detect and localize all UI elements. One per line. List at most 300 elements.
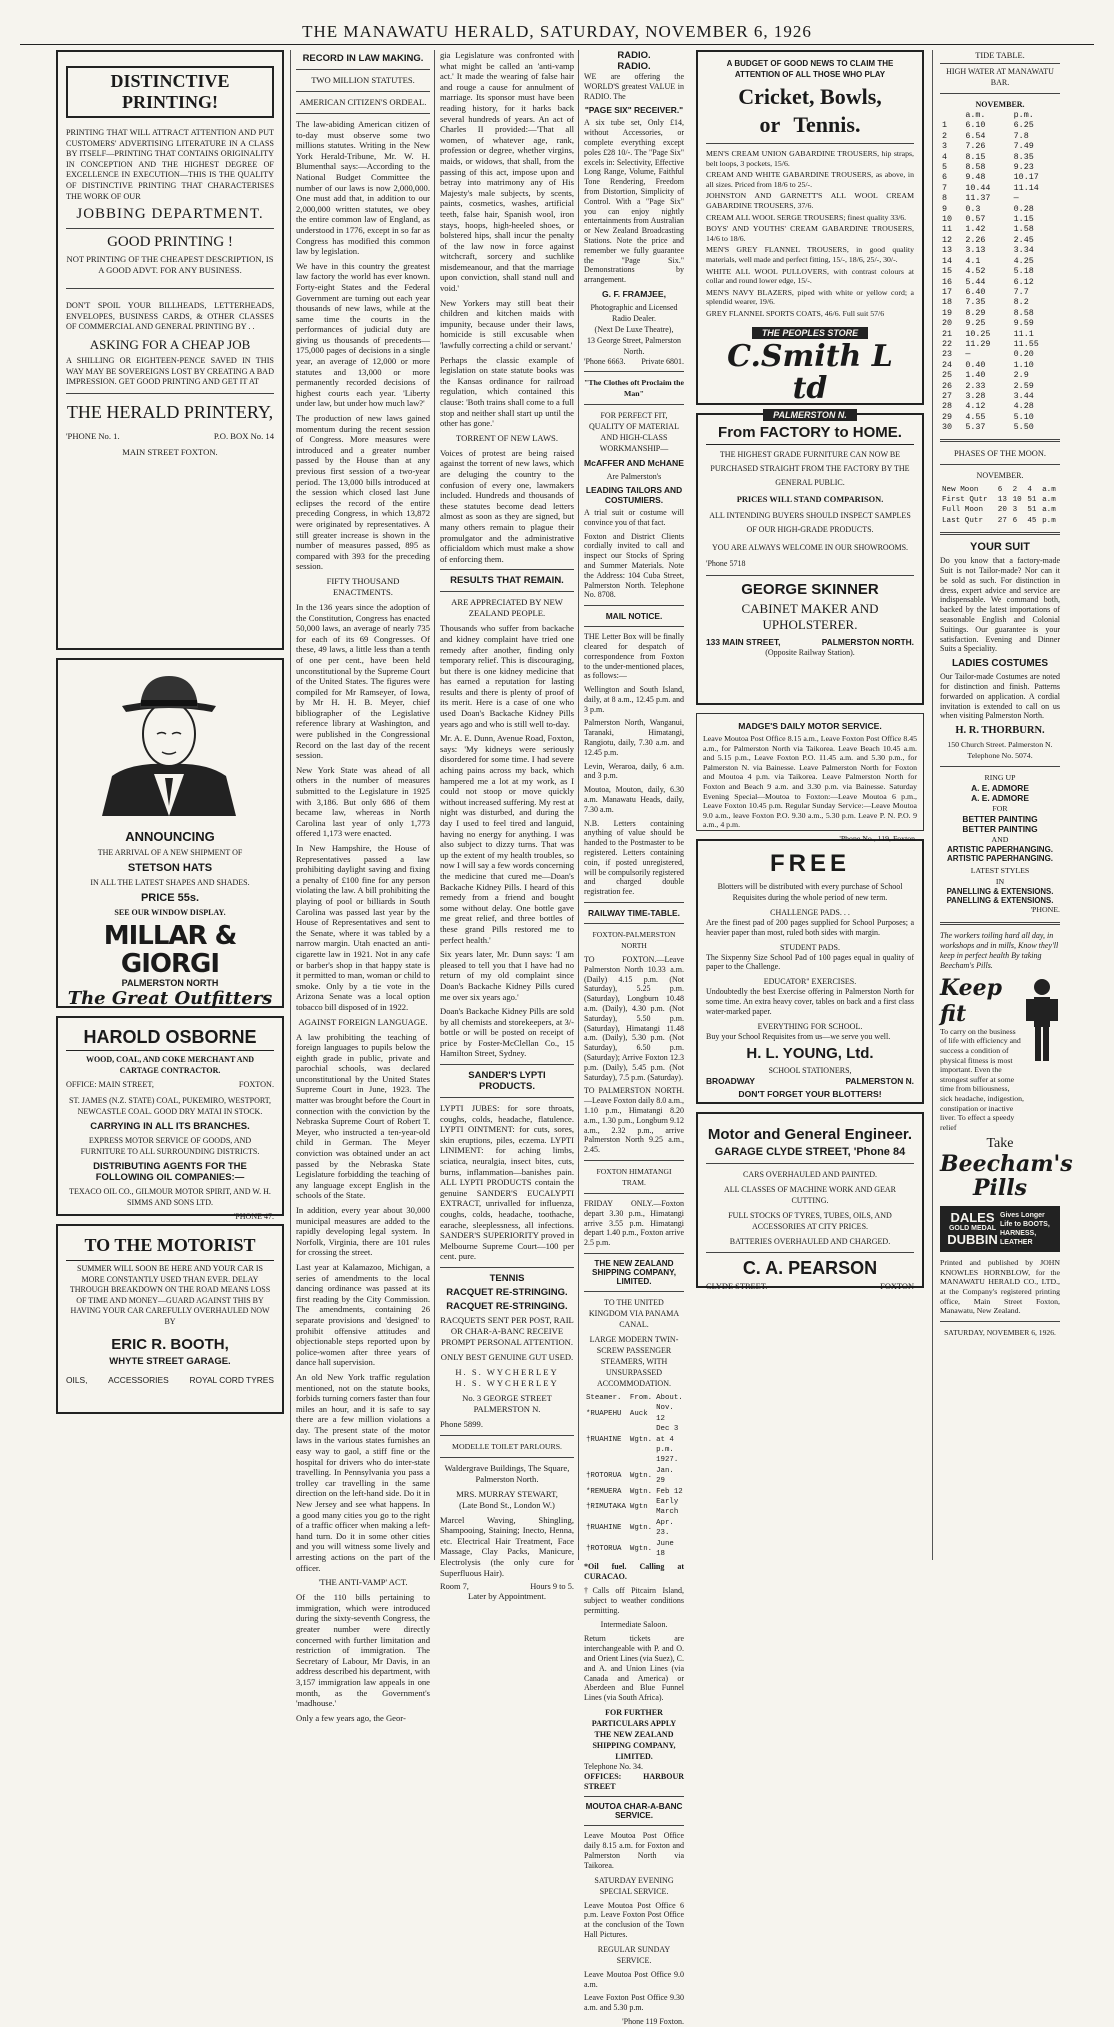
tide-cell: 24 [942,359,953,370]
shipping-steamers: LARGE MODERN TWIN-SCREW PASSENGER STEAMERS, WITH UNSURPASSED ACCOMMODATION. [589,1334,679,1388]
tide-cell: 4.1 [965,255,981,266]
moutoa-text: Leave Foxton Post Office 9.30 a.m. and 5.30 p.m. [584,1993,684,2013]
tide-subheading: HIGH WATER AT MANAWATU BAR. [946,67,1054,87]
budget-text: A BUDGET OF GOOD NEWS TO CLAIM THE ATTENTION OF ALL THOSE WHO PLAY [726,59,894,79]
tide-row [940,422,1060,432]
free-text: Undoubtedly the best Exercise offering in Palmerston North for some time. An extra heavy cover, tables on back and a first class water-marked paper. [706,987,914,1016]
mail-text: THE Letter Box will be finally cleared for despatch of correspondence from Foxton to the under-mentioned places, as follows:— [584,632,684,681]
modelle-address: Waldergrave Buildings, The Square, Palmerston North. [444,1462,570,1484]
oil-companies: TEXACO OIL CO., GILMOUR MOTOR SPIRIT, AND W. H. SIMMS AND SONS LTD. [69,1187,271,1207]
free-text: Blotters will be distributed with every purchase of School Requisites during the whole period of new term. [717,882,903,902]
moon-table [940,485,1060,527]
price: PRICE 55s. [140,892,200,904]
article-subheading: AGAINST FOREIGN LANGUAGE. [298,1016,428,1027]
your-suit: YOUR SUIT [970,541,1030,554]
page-six-receiver: "PAGE SIX" RECEIVER." [584,105,684,116]
tide-cell: 20 [942,318,953,329]
whyte-street: WHYTE STREET GARAGE. [109,1355,231,1367]
ship-cell: 1927. [656,1456,679,1465]
suit-text: Do you know that a factory-made Suit is not Tailor-made? Nor can it be sold as such. For distinction in dress, expert advice and service are indispensable. We command both, backed by the latest importations of seasonable English and Colonial Suitings. Our guarantee is your satisfaction. Evening and Dinner Suits a Speciality. [940,556,1060,654]
c-smith-logo: C.Smith L td [727,338,893,406]
tide-cell: 10.44 [965,182,991,193]
garage: GARAGE CLYDE STREET, 'Phone 84 [714,1146,906,1158]
tide-cell: 9.23 [1013,162,1034,173]
moon-cell: 20 [997,506,1007,515]
modelle-note: (Late Bond St., London W.) [459,1499,555,1510]
tide-cell: 11.1 [1013,328,1034,339]
tide-cell: 6.10 [965,120,986,131]
modelle-owner: MRS. MURRAY STEWART, [456,1488,558,1499]
tide-cell: 10.17 [1013,172,1039,183]
article-paragraph: gia Legislature was confronted with what might be called an 'anti-vamp act.' It made the wearing of false hair and rouge a cause for annulment of marriage. Its sponsor must have been reading history, for it harks back several hundreds of years. An act of Charles II provided:—'That all women, of whatever age, rank, profession or degree, whether virgins, maids, or widows, that shall, from the passing of this act, impose upon and betray into matrimony any of His Majesty's male subjects, by scents, paints, cosmetics, washes, artificial teeth, false hair, Spanish wool, iron stays, hoops, high-heeled shoes, or bolstered hips, shall incur the penalty of the law now in force against witchcraft, sorcery and suchlike misdemeanour, and that the marriage upon conviction, shall stand null and void.' [440,50,574,294]
hl-young: H. L. YOUNG, Ltd. [746,1045,874,1063]
dales: DALES [950,1210,995,1226]
ship-cell: *REMUERA [586,1487,622,1496]
free-text: EDUCATOR" EXERCISES. [763,977,857,987]
tide-cell: 14 [942,255,953,266]
moon-heading: PHASES OF THE MOON. [954,448,1046,458]
wycherley: H. S. WYCHERLEY [455,1366,559,1377]
ship-cell: *RUAPEHU [586,1409,622,1418]
ship-row [584,1539,685,1560]
tide-cell: 30 [942,422,953,433]
tide-row [940,214,1060,224]
modelle-hours: Hours 9 to 5. [530,1582,574,1592]
tide-cell: 1 [942,120,948,131]
stetson-hats: STETSON HATS [127,862,213,874]
modelle-later: Later by Appointment. [467,1591,547,1602]
tide-row [940,245,1060,255]
framjee-desc: Photographic and Licensed Radio Dealer. [590,302,678,323]
radio-heading: RADIO. [617,50,651,61]
railway-sub: FOXTON-PALMERSTON NORTH [592,930,676,951]
tide-cell: 0.20 [1013,349,1034,360]
skinner-town: PALMERSTON NORTH. [821,636,914,647]
ship-column-header: About. [656,1393,683,1402]
jobbing-department: JOBBING DEPARTMENT. [76,206,264,223]
ship-cell: Wgtn. [629,1472,653,1480]
tide-row [940,141,1060,151]
tide-month: NOVEMBER. [975,100,1025,109]
tide-cell: 5.37 [965,422,986,433]
framjee-addr: (Next De Luxe Theatre), [594,324,674,334]
tide-cell: 6.40 [965,286,986,297]
madge-motor-ad [696,713,924,843]
tide-cell: 7 [942,182,948,193]
ad-title: DISTINCTIVE PRINTING! [66,66,274,118]
article-subheading: TWO MILLION STATUTES. [311,75,415,85]
ship-row [584,1518,685,1539]
factory-text: PRICES WILL STAND COMPARISON. [736,495,884,504]
article-paragraph: Voices of protest are being raised against the torrent of new laws, which are deluging the country to the confusion of every one, lawmakers included. Hundreds and thousands of these statutes become dead letters almost as soon as they are signed, but many others remain to plague their promulgator and the administrative officialdom which must make a show of enforcing them. [440,447,574,564]
racquet-body: RACQUETS SENT PER POST, RAIL OR CHAR-A-BANC RECEIVE PROMPT PERSONAL ATTENTION. [440,1314,574,1347]
shapes-text: IN ALL THE LATEST SHAPES AND SHADES. [90,878,250,887]
admore: A. E. ADMORE [971,783,1029,794]
free-heading: FREE [769,850,850,877]
article-paragraph: The production of new laws gained momentum during the recent session of Congress. More measures were introduced and a greater number passed by the House than at any previous first session of a two-year period. The 13,000 bills introduced at the session which closed last June eclipses the record of the entire preceding Congress, in which 13,872 were originated by representatives. A still greater increase is shown in the number of measures passed, 895 as compared with 393 for the preceding session. [296,413,430,572]
moutoa-heading: MOUTOA CHAR-A-BANC SERVICE. [585,1802,683,1821]
trouser-item: MEN'S CREAM UNION GABARDINE TROUSERS, hip straps, belt loops, 3 pockets, 15/6. [706,149,914,168]
logo-location: PALMERSTON NORTH [121,978,219,988]
leading-tailors: LEADING TAILORS AND COSTUMIERS. [585,484,683,505]
tide-cell: 28 [942,401,953,412]
tide-row [940,381,1060,391]
tide-cell: 3 [942,141,948,152]
tide-cell: 8.58 [965,162,986,173]
moon-row [940,495,1060,505]
announcing: ANNOUNCING [125,829,215,844]
shilling-body: A SHILLING OR EIGHTEEN-PENCE SAVED IN THIS WAY MAY BE SOVEREIGNS LOST BY CREATING A BAD IMPRESSION. GET GOOD PRINTING AND GET IT AT [66,355,274,387]
moon-cell: 27 [997,516,1007,525]
moon-cell: 6 [997,485,1003,494]
dales-dubbin-ad [940,1206,1060,1252]
tide-row [940,308,1060,318]
ship-cell: †RUAHINE [586,1524,622,1533]
herald-printery: THE HERALD PRINTERY, [66,401,274,422]
good-printing-heading: GOOD PRINTING ! [107,234,233,251]
trouser-list [706,149,914,319]
article-paragraph: We have in this country the greatest law factory the world has ever known. Forty-eight States and the Federal Government are turning out each year thousands of new laws, while at the same time the courts in the performances of judicial duty are giving us thousands of precedents—175,000 pages of decisions in a single year, an average of 12,000 or more statutes and 13,000 or more permanently recorded decisions of highest courts each year. 'Liberty under law, but under how much law?' [296,260,430,409]
gold-medal: GOLD MEDAL [948,1225,997,1233]
free-text: STUDENT PADS. [779,942,840,952]
tide-cell: 3.28 [965,390,986,401]
ship-cell: Wgtn. [629,1435,653,1444]
article-paragraph: In addition, every year about 30,000 municipal measures are added to the rapidly developing legal system. In Norfolk, Virginia, there are 101 rules for crossing the street. [296,1205,430,1258]
accessories: ACCESSORIES [108,1374,169,1385]
ladies-costumes: LADIES COSTUMES [951,658,1049,670]
tide-cell: 23 [942,349,953,360]
imprint: Printed and published by JOHN KNOWLES HORNBLOW, for the MANAWATU HERALD CO., LTD., at the Company's registered printing office, Main Street Foxton, Manawatu, New Zealand. [940,1258,1060,1316]
admore-phone: 'PHONE. [1030,905,1060,915]
tide-row [940,370,1060,380]
engineer-ad [696,1112,924,1291]
moon-cell: a.m [1042,496,1056,504]
tide-row [940,360,1060,370]
coals: ST. JAMES (N.Z. STATE) COAL, PUKEMIRO, WESTPORT, NEWCASTLE COAL. GOOD DRY MATAI IN STOCK. [69,1096,271,1116]
results-heading: RESULTS THAT REMAIN. [450,575,564,587]
ship-cell: †ROTORUA [586,1544,622,1553]
article-paragraph: New York State was ahead of all others in the number of measures submitted to the Legislature in 1925 with 3,186. But only 686 of them became law, whereas in North Carolina last year of only 1,773 offered 1,173 were enacted. [296,764,430,839]
moon-month: NOVEMBER. [976,470,1024,480]
tide-cell: 29 [942,411,953,422]
trouser-item: WHITE ALL WOOL PULLOVERS, with contrast colours at collar and round lower edge, 15/-. [706,266,914,286]
moon-cell: Full Moon [942,506,984,515]
sanders-heading: SANDER'S LYPTI PRODUCTS. [468,1070,546,1093]
moon-cell: a.m [1042,506,1056,515]
trouser-item: CREAM ALL WOOL SERGE TROUSERS; finest quality 33/6. [706,212,907,222]
tram-heading: FOXTON HIMATANGI TRAM. [596,1166,672,1187]
tide-cell: 9.48 [965,172,986,183]
tide-cell: 5.50 [1013,422,1034,433]
ship-cell: Wgtn [629,1503,648,1512]
hl-young-town: PALMERSTON N. [845,1076,914,1087]
column-rule [434,50,435,1560]
ship-cell [628,1455,654,1465]
shipping-table [584,1393,685,1560]
tide-cell: 7.49 [1013,141,1034,152]
mail-text: Moutoa, Mouton, daily, 6.30 a.m. Manawatu Heads, daily, 7.30 a.m. [584,785,684,814]
moutoa-text: Leave Moutoa Post Office daily 8.15 a.m. for Foxton and Palmerston North via Taikorea. [584,1831,684,1870]
tide-cell: 0.57 [965,214,986,225]
to-the-motorist: TO THE MOTORIST [66,1235,274,1261]
tide-cell: 4.25 [1013,255,1034,266]
admore: A. E. ADMORE [971,793,1029,804]
ship-note: THE NEW ZEALAND SHIPPING COMPANY, LIMITED. [592,1730,676,1762]
cheap-job: ASKING FOR A CHEAP JOB [89,336,251,352]
tide-cell: 4.52 [965,266,986,277]
moon-cell: 45 [1027,516,1037,525]
moon-cell: 2 [1012,485,1018,494]
harold-osborne: HAROLD OSBORNE [66,1027,274,1051]
tide-cell: 8 [942,193,948,204]
tennis-heading: TENNIS [489,1272,525,1284]
shipping-route: TO THE UNITED KINGDOM VIA PANAMA CANAL. [588,1297,680,1329]
tide-cell: 15 [942,266,953,277]
moon-row [940,516,1060,526]
tide-cell: 7.35 [965,297,986,308]
moon-cell: p.m [1042,516,1056,525]
railway-heading: RAILWAY TIME-TABLE. [588,908,680,919]
trouser-item: JOHNSTON AND GARNETT'S ALL WOOL CREAM GABARDINE TROUSERS, 37/6. [706,191,914,210]
tide-cell: 8.15 [965,151,986,162]
mail-text: Wellington and South Island, daily, at 8 a.m., 12.45 p.m. and 3 p.m. [584,685,684,714]
radio-intro: WE are offering the WORLD'S greatest VALUE in RADIO. The [584,72,684,101]
mcaffer-sub: Are Palmerston's [606,471,662,481]
logo-tagline: The Great Outfitters [67,988,273,1009]
ca-pearson: C. A. PEARSON [742,1258,878,1278]
tide-row [940,183,1060,193]
modelle-services: Marcel Waving, Shingling, Shampooing, Staining; Inecto, Henna, etc. Electrical Hair Treatment, Face Massage, Clay Packs, Manicure, Electrolysis (the only cure for Superfluous Hair). [440,1514,574,1578]
thorburn-address: 150 Church Street. Palmerston N. Telephone No. 5074. [947,740,1053,761]
po-box: P.O. BOX No. 14 [213,430,274,441]
tide-row [940,401,1060,411]
moon-cell: Last Qutr [942,516,984,525]
ship-row [584,1403,685,1424]
ship-cell: Early March [656,1498,679,1517]
column-rule [578,50,579,1560]
engineer-text: FULL STOCKS OF TYRES, TUBES, OILS, AND ACCESSORIES AT CITY PRICES. [728,1211,892,1231]
ship-offices: OFFICES: HARBOUR STREET [584,1771,684,1791]
beechams-verse: The workers toiling hard all day, in workshops and in mills, Know they'll keep in perfect health By taking Beecham's Pills. [940,930,1059,970]
mail-text: Palmerston North, Wanganui, Taranaki, Himatangi, Rangiotu, daily, 7.30 a.m. and 12.45 p.m. [584,718,684,757]
cricket-bowls: Cricket, Bowls, [738,84,882,109]
tide-cell: 5 [942,162,948,173]
moutoa-phone: 'Phone 119 Foxton. [622,2016,684,2026]
engineer-text: CARS OVERHAULED AND PAINTED. [743,1170,877,1179]
results-paragraph: Doan's Backache Kidney Pills are sold by all chemists and storekeepers, at 3/- bottle or will be posted on receipt of price by Foster-McClellan Co., 15 Hamilton Street, Sydney. [440,1006,574,1059]
tide-cell: 4.55 [965,411,986,422]
results-paragraph: Thousands who suffer from backache and kidney complaint have tried one remedy after another, finding only temporary relief. This is discouraging, but there is one kidney medicine that has earned a reputation for lasting results and there is plenty of proof of its merit. Here is a case of one who used Doan's Backache Kidney Pills years ago and who is still well to-day. [440,623,574,729]
imprint-date: SATURDAY, NOVEMBER 6, 1926. [944,1327,1056,1337]
in-text: IN [995,877,1005,887]
tide-cell: 16 [942,276,953,287]
ship-cell: Feb 12 [656,1487,683,1496]
millar-giorgi-logo: MILLAR & GIORGI [103,921,237,979]
free-text: CHALLENGE PADS. . . [770,908,850,917]
framjee-private: Private 6801. [641,356,684,366]
ship-row [584,1487,685,1497]
free-text: The Sixpenny Size School Pad of 100 pages equal in quality of paper to the Challenge. [706,952,914,972]
oils: OILS, [66,1374,88,1385]
panelling: PANELLING & EXTENSIONS. [946,896,1054,906]
article-paragraph: Perhaps the classic example of legislation on state statute books was the Kansas ordinance for railroad regulation, which contained this clause: 'Both trains shall come to a full stop and neither shall start up until the other has gone.' [440,354,574,429]
tide-row [940,131,1060,141]
good-printing-body: NOT PRINTING OF THE CHEAPEST DESCRIPTION, IS A GOOD ADVT. FOR ANY BUSINESS. [66,254,274,276]
factory-text: YOU ARE ALWAYS WELCOME IN OUR SHOWROOMS. [711,543,909,552]
royal-cord: ROYAL CORD TYRES [189,1374,274,1385]
for-text: FOR [992,804,1008,814]
moon-cell: 3 [1012,506,1018,515]
latest-styles: LATEST STYLES [970,866,1030,876]
stetson-hats-ad [56,658,284,1008]
tide-cell: 7.8 [1013,130,1029,141]
radio-body: A six tube set, Only £14, without Accessories, or complete everything except poles £28 10/-. The "Page Six" excels in: Selectivity, Effective Long Range, Volume, Faithful Tone Rendering, Freedom from Distortion, Simplicity of Control. With a "Page Six" you can enjoy nightly entertainments from Australian or New Zealand Broadcasting Stations. Note the price and remember we fully guarantee the "Page Six." Demonstrations by arrangement. [584,118,684,285]
ring-up: RING UP [984,773,1016,783]
ship-note: FOR FURTHER PARTICULARS APPLY [591,1708,677,1729]
pearson-town: FOXTON [880,1282,914,1291]
article-paragraph: New Yorkers may still beat their children and kitchen maids with impunity, because under their laws, homicide is still excusable when 'lawfully correcting a child or servant.' [440,297,574,351]
moon-cell: 4 [1027,485,1032,494]
tide-cell: 3.34 [1013,245,1034,256]
tide-cell: 3.44 [1013,390,1034,401]
engineer-text: BATTERIES OVERHAULED AND CHARGED. [729,1237,891,1246]
mail-heading: MAIL NOTICE. [605,611,663,622]
am-header: a.m. [965,110,986,120]
ad-body: PRINTING THAT WILL ATTRACT ATTENTION AND PUT CUSTOMERS' ADVERTISING LITERATURE IN A CLASS BY ITSELF—PRINTING THAT CONTAINS ORIGINALITY IN CONCEPTION AND THE HIGHEST DEGREE OF EXCELLENCE IN EXECUTION—THIS IS THE QUALITY OF DISTINCTIVE PRINTING THAT CHARACTERISES THE WORK OF OUR [66,128,274,201]
column-2 [296,50,430,1723]
railway-text: TO FOXTON.—Leave Palmerston North 10.33 a.m. (Daily) 4.15 p.m. (Not Saturday), 5.25 p.m. (Saturday), Longburn 10.48 a.m. (Daily), 4.30 p.m. (Not Saturday), 5.50 p.m. (Saturday), Himatangi 11.48 a.m. (Daily), 5.30 p.m. (Not Saturday), 6.50 p.m. (Saturday); Arrive Foxton 12.3 p.m. (Daily), 5.45 p.m. (Not Saturday), 7.5 p.m. (Saturday). [584,955,684,1082]
artistic-paperhanging: ARTISTIC PAPERHANGING. [946,854,1054,864]
tide-cell: 9 [942,203,948,214]
tide-cell: 1.10 [1013,359,1034,370]
column-4 [584,50,684,2026]
wycherley: H. S. WYCHERLEY [455,1377,559,1388]
tide-row [940,339,1060,349]
article-subheading: AMERICAN CITIZEN'S ORDEAL. [299,97,427,107]
hat-man-illustration [62,666,276,821]
moon-cell: New Moon [942,485,979,494]
results-paragraph: Mr. A. E. Dunn, Avenue Road, Foxton, says: 'My kidneys were seriously disordered for some time. I had severe aching pains across my back, which hampered me a lot at my work, as I could not stoop or move quickly without increased suffering. My rest at night was disturbed, and during the day I used to feel tired and languid, having no energy for anything. I was also subject to dizzy turns. That was up the extent of my health troubles, so now I will say a few words concerning the medicine that cured me—Doan's Backache Kidney Pills. I heard of this remedy from a friend and bought some without delay. One bottle gave me great relief, and three bottles of these grand Pills restored me to perfect health.' [440,733,574,945]
tide-cell: 8.58 [1013,307,1034,318]
ship-phone: Telephone No. 34. [584,1762,643,1772]
better-painting: BETTER PAINTING [962,824,1038,835]
tide-row [940,204,1060,214]
moon-cell: 51 [1027,496,1037,504]
tide-cell: 1.15 [1013,214,1034,225]
tide-cell: 11.37 [965,193,991,204]
moon-cell: a.m [1042,485,1056,494]
ship-cell: Wgtn. [629,1487,653,1496]
tide-cell: 27 [942,390,953,401]
railway-text: TO PALMERSTON NORTH.—Leave Foxton daily 8.0 a.m., 1.10 p.m., Himatangi 8.20 a.m., 1.30 p.m., Longburn 9.12 a.m., 2.32 p.m., arrive Palmerston North 9.25 a.m., 2.45. [584,1086,684,1155]
cricket-bowls-ad [696,50,924,420]
skinner-address: 133 MAIN STREET, [706,636,781,647]
tide-cell: 6.54 [965,130,986,141]
wycherley-address: No. 3 GEORGE STREET PALMERSTON N. [462,1392,552,1414]
tennis: Tennis. [793,112,861,137]
tide-cell: 0.28 [1013,203,1034,214]
tide-cell: 1.40 [965,370,986,381]
dales-tagline: Gives Longer Life to BOOTS, HARNESS, LEATHER [1000,1212,1050,1247]
phone-number: 'PHONE No. 1. [66,430,120,441]
tide-row [940,297,1060,307]
article-paragraph: Only a few years ago, the Geor- [296,1712,406,1723]
peoples-store: THE PEOPLES STORE [752,327,868,339]
racquet-heading: RACQUET RE-STRINGING. [446,1300,568,1312]
harold-osborne-ad [56,1016,284,1221]
tide-cell: 0.3 [965,203,981,214]
mail-text: Levin, Weraroa, daily, 6 a.m. and 3 p.m. [584,761,684,781]
tide-cell: 3.13 [965,245,986,256]
tide-cell: 6 [942,172,948,183]
moon-row [940,485,1060,495]
harold-sub: WOOD, COAL, AND COKE MERCHANT AND CARTAGE CONTRACTOR. [85,1055,255,1075]
tide-row [940,235,1060,245]
mcaffer-body: A trial suit or costume will convince you of that fact. [584,507,684,527]
tide-row [940,266,1060,276]
tide-cell: 6.12 [1013,276,1034,287]
office: OFFICE: MAIN STREET, [66,1080,154,1089]
tide-heading: TIDE TABLE. [975,51,1025,60]
sanders-paragraph: LYPTI JUBES: for sore throats, coughs, colds, headache, flatulence. LYPTI OINTMENT: for cuts, sores, skin eruptions, piles, eczema. LYPTI LINIMENT: for aching limbs, sciatica, neuralgia, insect bites, cuts, burns, inflammation—banishes pain. ALL LYPTI PRODUCTS contain the genuine SANDER'S EUCALYPTI EXTRACT, unrivalled for influenza, coughs, colds, headache, toothache, earache, sleeplessness, all infections. SANDER'S SUPERIORITY proved in Melbourne Supreme Court—100 per cent. pure. [440,1103,574,1262]
ship-cell: Wgtn. [629,1544,653,1553]
factory-heading: From FACTORY to HOME. [706,424,914,445]
tide-row [940,256,1060,266]
free-text: EVERYTHING FOR SCHOOL. [757,1021,863,1031]
tide-cell: 8.2 [1013,297,1029,308]
moutoa-text: REGULAR SUNDAY SERVICE. [597,1944,671,1965]
article-paragraph: An old New York traffic regulation mentioned, not on the statute books, forbids turning corners faster than four miles an hour, and it is safe to say there are a few million violations a day. The present state of the motor laws in the various states furnishes an easy way to gaol, a stiff fine or the hospital for drivers who do inter-state travelling. In Pennsylvania you pass a trolley car travelling in the same direction on the left-hand side. Do it in New Jersey and see what happens. In a good many cities you go to the right of a traffic officer when making a left-hand turn. Do it in some other cities and you will witness some lively and arresting actions on the part of the officer. [296,1371,430,1573]
tide-cell: 21 [942,328,953,339]
column-rule [290,50,291,1560]
framjee-addr: 13 George Street, Palmerston North. [586,335,682,356]
tide-cell: 2.45 [1013,234,1034,245]
skinner-note: (Opposite Railway Station). [765,647,855,657]
hl-young-sub: SCHOOL STATIONERS, [768,1066,852,1076]
factory-phone: 'Phone 5718 [706,559,746,568]
beechams-pills: Beecham's Pills [940,1151,1073,1202]
ship-cell [584,1455,628,1465]
modelle-heading: MODELLE TOILET PARLOURS. [452,1441,562,1451]
modelle-room: Room 7, [440,1582,469,1592]
moutoa-text: SATURDAY EVENING SPECIAL SERVICE. [594,1875,674,1896]
tide-row [940,318,1060,328]
free-blotters-ad [696,839,924,1104]
column-rule [932,50,933,1560]
ship-note: †Calls off Pitcairn Island, subject to weather conditions permitting. [584,1586,684,1615]
beechams-text: To carry on the business of life with efficiency and success a condition of physical fitness is most important. Even the strongest suffer at some time from biliousness, sick headache, indigestion, constipation or inactive liver. To effect a speedy relief [940,1026,1025,1132]
tide-row [940,391,1060,401]
tide-cell: 8.29 [965,307,986,318]
arrival-text: THE ARRIVAL OF A NEW SHIPMENT OF [97,848,243,857]
masthead: THE MANAWATU HERALD, SATURDAY, NOVEMBER 6, 1926 [302,22,812,41]
main-street: MAIN STREET FOXTON. [122,446,218,457]
ship-cell: †ROTORUA [586,1472,622,1480]
engineer-text: ALL CLASSES OF MACHINE WORK AND GEAR CUTTING. [723,1185,896,1205]
tide-cell: 11 [942,224,953,235]
ship-cell: June 18 [656,1539,674,1559]
mcaffer: McAFFER AND McHANE [584,457,684,468]
tide-cell: 13 [942,245,953,256]
costume-text: Our Tailor-made Costumes are noted for distinction and finish. Patterns forwarded on application. A cordial invitation is extended to call on us when visiting Palmerston North. [940,672,1060,721]
panelling: PANELLING & EXTENSIONS. [946,887,1054,897]
column-1 [56,50,284,1560]
thorburn: H. R. THORBURN. [955,725,1045,737]
ship-row [584,1466,685,1487]
pm-header: p.m. [1013,110,1034,120]
tide-cell: 9.59 [1013,318,1034,329]
wycherley-phone: Phone 5899. [440,1418,483,1429]
